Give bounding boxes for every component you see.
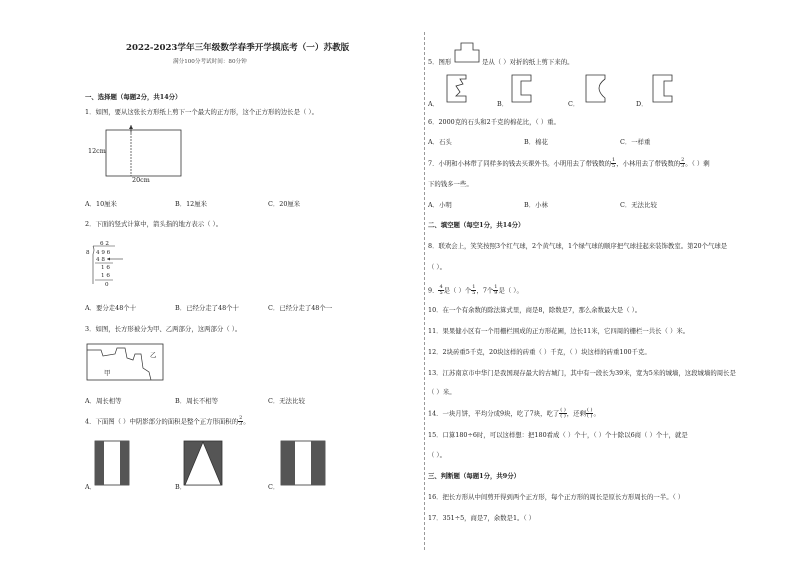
question-3: 3．如图，长方形被分为甲、乙两部分，这两部分（ ）。 — [85, 325, 242, 333]
question-8-cont: （ ）。 — [428, 263, 447, 271]
q2-divisor: 8 — [86, 250, 90, 256]
section-fill-heading: 二、填空题（每空1分，共14分） — [428, 221, 525, 229]
question-17: 17．351÷5，商是7，余数是1。（ ） — [428, 514, 536, 522]
question-1: 1．如图，要从这张长方形纸上剪下一个最大的正方形，这个正方形的边长是（ ）。 — [85, 108, 318, 116]
q9-fraction-1: $\frac{4}{5}$ — [439, 284, 443, 296]
q5-shape — [454, 42, 480, 64]
question-11: 11．果果健小区有一个用栅栏围成的正方形花圃，边长11米，它四周的栅栏一共长（ ）米。 — [428, 327, 690, 335]
q1-width-label: 20cm — [132, 176, 150, 184]
q5-option-c-shape — [585, 74, 607, 104]
question-14: 14．一块月饼，平均分成9块，吃了7块，吃了 $\frac{( )}{( )}$ ，还剩 $\frac{( )}{( )}$ 。 — [428, 407, 600, 419]
q14-fraction-1: $\frac{( )}{( )}$ — [560, 407, 566, 419]
q4-fraction: $\frac{2}{3}$ — [239, 415, 243, 427]
q5-option-b-shape — [511, 74, 533, 104]
question-7: 7．小明和小林带了同样多的钱去买课外书。小明用去了带钱数的 $\frac{1}{5}$ ，小林用去了带钱数的 $\frac{2}{3}$ 。（ ）剩 — [428, 157, 710, 169]
question-10: 10．在一个有余数的除法算式里，商是8，除数是7，那么余数最大是（ ）。 — [428, 306, 642, 314]
page-subtitle: 满分100分考试时间：80分钟 — [173, 59, 247, 65]
q4-text: 4．下面图（ ）中阴影部分的面积是整个正方形面积的 — [85, 417, 239, 426]
q3-option-a: A．周长相等 — [85, 397, 122, 405]
section-judge-heading: 三、判断题（每题1分，共9分） — [428, 472, 520, 480]
q3-option-c: C．无法比较 — [268, 397, 305, 405]
q1-height-label: 12cm — [88, 147, 106, 155]
q7-fraction-1: $\frac{1}{5}$ — [612, 157, 616, 169]
q6-option-b: B．棉花 — [524, 138, 548, 146]
question-5: 是从（ ）对折的纸上剪下来的。 — [482, 58, 574, 66]
question-16: 16．把长方形从中间剪开得到两个正方形，每个正方形的周长是原长方形周长的一半。（ ） — [428, 493, 685, 501]
question-8: 8．联欢会上，笑笑按照3个红气球，2个黄气球，1个绿气球的顺序把气球挂起来装饰教室。第20个气球是 — [428, 242, 728, 250]
q2-dividend: 4 9 6 — [96, 250, 111, 256]
q7-option-a: A．小明 — [428, 201, 452, 209]
q2-option-a: A．要分走48个十 — [85, 304, 137, 312]
question-13-cont: （ ）米。 — [428, 388, 456, 396]
question-13: 13．江苏南京市中华门是我国现存最大的古城门，其中有一段长为39米，宽为5米的城墙，这段城墙的周长是 — [428, 369, 736, 377]
q7-option-b: B．小林 — [524, 201, 548, 209]
q3-divided-rectangle — [85, 342, 165, 382]
q4-figure-b — [183, 440, 223, 486]
q5-option-d-shape — [652, 74, 674, 104]
q2-option-b: B．已经分走了48个十 — [175, 304, 239, 312]
question-4: 4．下面图（ ）中阴影部分的面积是整个正方形面积的 $\frac{2}{3}$ 。 — [85, 415, 250, 427]
q5-option-c: C． — [568, 100, 580, 108]
q1-option-c: C．20厘米 — [268, 200, 301, 208]
q2-option-c: C．已经分走了48个一 — [268, 304, 333, 312]
q4-option-b: B． — [175, 483, 187, 491]
column-divider — [424, 32, 425, 550]
question-5-prefix: 5．图形 — [428, 58, 452, 66]
q1-option-a: A．10厘米 — [85, 200, 117, 208]
q2-row-3: 1 6 — [101, 273, 110, 279]
question-15: 15．口算180÷6时，可以这样想：把180看成（ ）个十，（ ）个十除以6商（ ）个十，就是 — [428, 431, 688, 439]
q3-label-jia: 甲 — [104, 369, 111, 377]
question-7-cont: 下的钱多一些。 — [428, 180, 473, 188]
q3-label-yi: 乙 — [150, 351, 157, 359]
q4-figure-a — [94, 440, 130, 486]
q9-fraction-3: $\frac{1}{9}$ — [494, 284, 498, 296]
question-9: 9． $\frac{4}{5}$ 是（ ）个 $\frac{1}{5}$ ，7个 $\frac{1}{9}$ 是（ ）。 — [428, 284, 523, 296]
q6-option-a: A．石头 — [428, 138, 452, 146]
q2-row-2: 1 6 — [101, 265, 110, 271]
q9-fraction-2: $\frac{1}{5}$ — [472, 284, 476, 296]
q2-quotient: 6 2 — [100, 241, 109, 247]
q5-option-a-shape — [446, 74, 468, 104]
q5-option-b: B． — [497, 100, 509, 108]
question-12: 12．2块砖重5千克，20块这样的砖重（ ）千克，（ ）块这样的砖重100千克。 — [428, 348, 651, 356]
q1-option-b: B．12厘米 — [175, 200, 207, 208]
q6-option-c: C．一样重 — [620, 138, 651, 146]
question-2: 2．下面的竖式计算中，箭头指的地方表示（ ）。 — [85, 220, 223, 228]
q3-option-b: B．周长不相等 — [175, 397, 219, 405]
q4-option-c: C． — [268, 483, 280, 491]
q7-option-c: C．无法比较 — [620, 201, 657, 209]
question-15-cont: （ ）。 — [428, 451, 447, 459]
q2-row-4: 0 — [105, 282, 109, 288]
section-choice-heading: 一、选择题（每题2分，共14分） — [85, 93, 182, 101]
q14-fraction-2: $\frac{( )}{( )}$ — [586, 407, 593, 419]
page-title: 2022-2023学年三年级数学春季开学摸底考（一）苏教版 — [126, 43, 350, 53]
q5-option-d: D． — [636, 100, 648, 108]
q4-figure-c — [280, 440, 326, 486]
q5-option-a: A． — [428, 100, 440, 108]
question-6: 6．2000克的石头和2千克的棉花比，（ ）重。 — [428, 118, 560, 126]
q7-fraction-2: $\frac{2}{3}$ — [681, 157, 685, 169]
q2-row-1: 4 8 — [96, 257, 105, 263]
q4-option-a: A． — [85, 483, 97, 491]
